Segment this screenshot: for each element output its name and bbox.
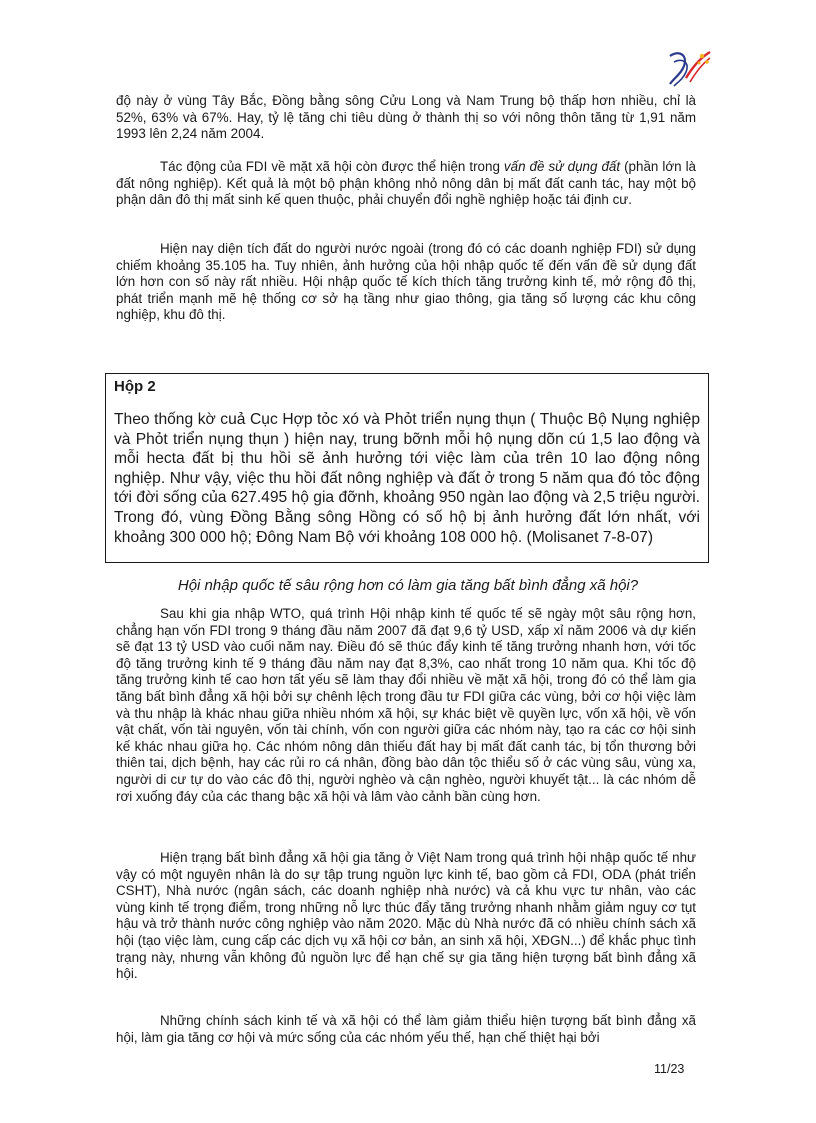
paragraph-6 bbox=[116, 1013, 696, 1046]
paragraph-1: độ này ở vùng Tây Bắc, Đồng bằng sông Cửu Long và Nam Trung bộ thấp hơn nhiều, chỉ là 52%, 63% và 67%. Hay, tỷ lệ tăng chi tiêu dùng ở thành thị so với nông thôn tăng từ 1,91 năm 1993 lên 2,24 năm 2004. bbox=[116, 93, 696, 142]
paragraph-3 bbox=[116, 241, 696, 324]
paragraph-3-text: Hiện nay diện tích đất do người nước ngoài (trong đó có các doanh nghiệp FDI) sử dụng chiếm khoảng 35.105 ha. Tuy nhiên, ảnh hưởng của hội nhập quốc tế đến vấn đề sử dụng đất lớn hơn con số này rất nhiều. Hội nhập quốc tế kích thích tăng trưởng kinh tế, mở rộng đô thị, phát triển mạnh mẽ hệ thống cơ sở hạ tầng như giao thông, gia tăng số lượng các khu công nghiệp, khu đô thị. bbox=[116, 241, 696, 323]
paragraph-2-text: Tác động của FDI về mặt xã hội còn được thể hiện trong bbox=[160, 159, 504, 174]
paragraph-4-text: Sau khi gia nhập WTO, quá trình Hội nhập kinh tế quốc tế sẽ ngày một sâu rộng hơn, chẳng hạn vốn FDI trong 9 tháng đầu năm 2007 đã đạt 9,6 tỷ USD, xấp xỉ năm 2006 và dự kiến sẽ đạt 13 tỷ USD vào cuối năm nay. Điều đó sẽ thúc đẩy kinh tế tăng trưởng nhanh hơn, với tốc độ tăng trưởng kinh tế 9 tháng đầu năm nay đạt 8,3%, cao nhất trong 10 năm qua. Khi tốc độ tăng trưởng kinh tế cao hơn tất yếu sẽ làm thay đổi nhiều về mặt xã hội, trong đó có thể làm gia tăng bất bình đẳng xã hội bởi sự chênh lệch trong đầu tư FDI giữa các vùng, bởi cơ hội việc làm và thu nhập là khác nhau giữa nhiều nhóm xã hội, sự khác biệt về quyền lực, vốn xã hội, về vốn vật chất, vốn tài nguyên, vốn tài chính, vốn con người giữa các nhóm này, tạo ra các cơ hội sinh kế khác nhau giữa họ. Các nhóm nông dân thiếu đất hay bị mất đất canh tác, bị tổn thương bởi thiên tai, dịch bệnh, hay các rủi ro cá nhân, đồng bào dân tộc thiểu số ở các vùng sâu, vùng xa, người di cư tự do vào các đô thị, người nghèo và cận nghèo, người khuyết tật... là các nhóm dễ rơi xuống đáy của các thang bậc xã hội và lâm vào cảnh bần cùng hơn. bbox=[116, 606, 696, 804]
paragraph-2-emphasis: vấn đề sử dụng đất bbox=[503, 159, 621, 174]
info-box-title: Hộp 2 bbox=[114, 378, 156, 395]
section-heading: Hội nhập quốc tế sâu rộng hơn có làm gia tăng bất bình đẳng xã hội? bbox=[177, 577, 639, 594]
paragraph-5 bbox=[116, 850, 696, 983]
paragraph-2-text-end: (phần lớn là đất nông nghiệp). Kết quả là một bộ phận không nhỏ nông dân bị mất đất canh tác, hay một bộ phận dân đô thị mất sinh kế quen thuộc, phải chuyển đổi nghề nghiệp hoặc tái định cư. bbox=[116, 159, 697, 208]
paragraph-4 bbox=[116, 606, 696, 805]
page-number: 11/23 bbox=[654, 1062, 685, 1076]
info-box bbox=[105, 373, 709, 563]
paragraph-5-text: Hiện trạng bất bình đẳng xã hội gia tăng ở Việt Nam trong quá trình hội nhập quốc tế như vậy có một nguyên nhân là do sự tập trung nguồn lực kinh tế, bao gồm cả FDI, ODA (phát triển CSHT), Nhà nước (ngân sách, các doanh nghiệp nhà nước) và cả khu vực tư nhân, vào các vùng kinh tế trọng điểm, trong những nỗ lực thúc đẩy tăng trưởng nhanh nhằm giảm nguy cơ tụt hậu và trở thành nước công nghiệp vào năm 2020. Mặc dù Nhà nước đã có nhiều chính sách xã hội (tạo việc làm, cung cấp các dịch vụ xã hội cơ bản, an sinh xã hội, XĐGN...) để khắc phục tình trạng này, nhưng vẫn không đủ nguồn lực để hạn chế sự gia tăng hiện tượng bất bình đẳng xã hội. bbox=[116, 850, 696, 982]
paragraph-2 bbox=[116, 159, 696, 209]
paragraph-6-text: Những chính sách kinh tế và xã hội có thể làm giảm thiểu hiện tượng bất bình đẳng xã hội, làm gia tăng cơ hội và mức sống của các nhóm yếu thế, hạn chế thiệt hại bởi bbox=[116, 1013, 696, 1045]
organization-logo-icon bbox=[664, 48, 712, 88]
info-box-body: Theo thống kờ cuả Cục Hợp tỏc xó và Phỏt triển nụng thụn ( Thuộc Bộ Nụng nghiệp và Phỏt triển nụng thụn ) hiện nay, trung bỡnh mỗi hộ nụng dõn cú 1,5 lao động và mỗi hecta đất bị thu hồi sẽ ảnh hưởng tới việc làm của trên 10 lao động nông nghiệp. Như vậy, việc thu hồi đất nông nghiệp và đất ở trong 5 năm qua đó tỏc động tới đời sống của 627.495 hộ gia đỡnh, khoảng 950 ngàn lao động và 2,5 triệu người. Trong đó, vùng Đồng Bằng sông Hồng có số hộ bị ảnh hưởng đất lớn nhất, với khoảng 300 000 hộ; Đông Nam Bộ với khoảng 108 000 hộ. (Molisanet 7-8-07) bbox=[114, 411, 700, 546]
